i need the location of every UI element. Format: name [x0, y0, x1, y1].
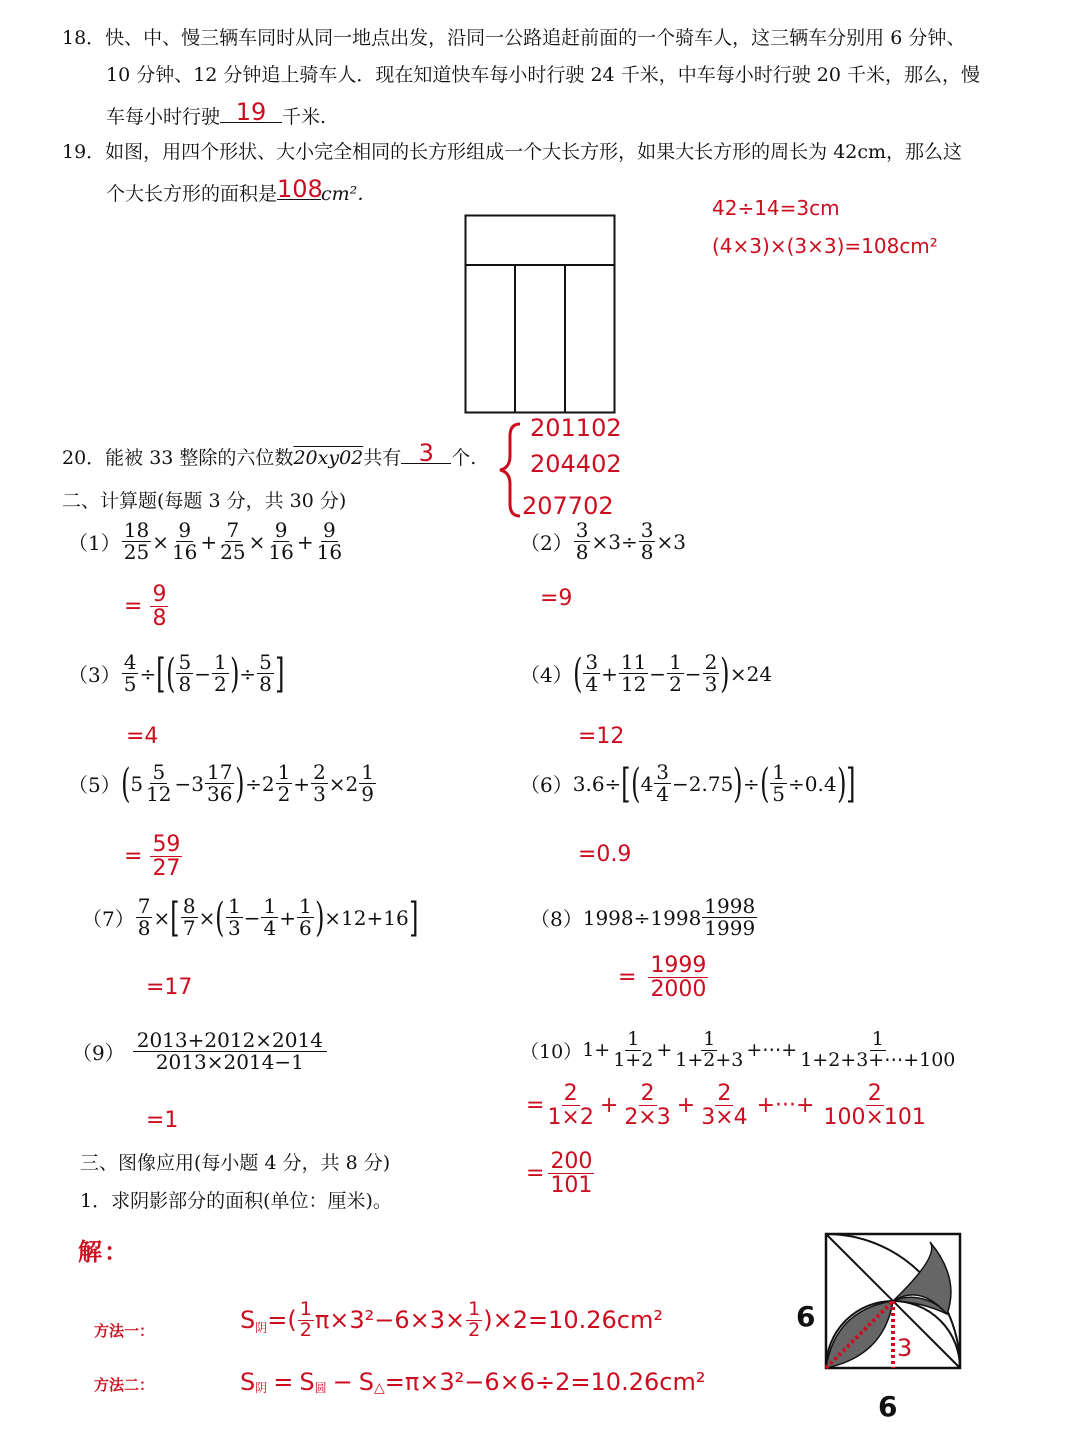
section2-title: 二、计算题(每题 3 分，共 30 分): [62, 490, 347, 512]
answer-10-numerator: 200: [550, 1149, 593, 1174]
q20-pre: 20．能被 33 整除的六位数: [62, 447, 294, 469]
figure-radius-label: 3: [897, 1334, 913, 1362]
problem-5: （5） ( 5 $\frac{5}{12}$ −3 $\frac{17}{36}$ ) ÷2 $\frac{1}{2}$ + $\frac{2}{3}$ ×2 $\frac{1}{9}$: [68, 760, 375, 807]
problem-3-label: （3）: [68, 663, 121, 687]
answer-2: =9: [540, 586, 573, 611]
answer-10-term-1: $\frac{2}{1\times 2}$: [547, 1081, 594, 1131]
q20-line: [62, 441, 476, 470]
answer-5-numerator: 59: [152, 832, 181, 857]
rectangle-figure: [464, 214, 618, 416]
q18-line3-pre: 车每小时行驶: [106, 106, 221, 128]
q18-line1: 18．快、中、慢三辆车同时从同一地点出发，沿同一公路追赶前面的一个骑车人，这三辆车分别用 6 分钟、: [62, 27, 966, 49]
problem-4-label: （4）: [520, 663, 573, 687]
problem-1-label: （1）: [68, 531, 121, 555]
shaded-area-figure: [800, 1228, 968, 1378]
problem-9: （9） $\frac{2013+2012\times 2014}{2013\times 2014-1}$: [72, 1030, 328, 1073]
q19-line2-post: cm²．: [321, 183, 377, 205]
solution-label: 解：: [78, 1238, 130, 1266]
answer-3: =4: [126, 724, 159, 749]
problem-6: （6） 3.6÷ [ ( 4 $\frac{3}{4}$ −2.75 ) ÷ ( $\frac{1}{5}$ ÷0.4 ) ]: [520, 760, 856, 807]
q19-work-2: (4×3)×(3×3)=108cm²: [712, 234, 938, 258]
q19-line2: [106, 177, 376, 206]
answer-10-term-4: $\frac{2}{100\times 101}$: [823, 1081, 926, 1131]
problem-2: （2） $\frac{3}{8}$ ×3÷ $\frac{3}{8}$ ×3: [520, 518, 686, 564]
answer-8-numerator: 1999: [650, 953, 707, 978]
q18-line2: 10 分钟、12 分钟追上骑车人．现在知道快车每小时行驶 24 千米，中车每小时行驶 20 千米，那么，慢: [106, 64, 980, 86]
problem-10-label: （10）: [520, 1040, 583, 1063]
answer-5-denominator: 27: [152, 856, 181, 882]
figure-side-label: 6: [796, 1300, 816, 1333]
q19-work-1: 42÷14=3cm: [712, 196, 840, 220]
q18-answer: 19: [235, 98, 267, 126]
q19-answer: 108: [277, 175, 323, 203]
q18-line3-post: 千米.: [282, 106, 327, 128]
q20-option-3: 207702: [522, 492, 614, 520]
q20-mid: 共有: [363, 447, 402, 469]
q18-answer-blank: [220, 98, 282, 126]
answer-8-denominator: 2000: [650, 977, 707, 1003]
q20-option-1: 201102: [530, 414, 622, 442]
answer-8: = $\frac{1999}{2000}$: [618, 953, 707, 1003]
answer-7: =17: [146, 975, 193, 1000]
problem-7: （7） $\frac{7}{8}$ × [ $\frac{8}{7}$ × ( $\frac{1}{3}$ − $\frac{1}{4}$ + $\frac{1}{6}$ ) ×12+16 ]: [82, 894, 419, 941]
q20-answer: 3: [418, 439, 434, 467]
q20-answer-blank: [401, 439, 451, 467]
problem-3: （3） $\frac{4}{5}$ ÷ [ ( $\frac{5}{8}$ − $\frac{1}{2}$ ) ÷ $\frac{5}{8}$ ]: [68, 650, 285, 697]
problem-7-label: （7）: [82, 907, 135, 931]
big-rectangle: [466, 216, 615, 413]
method2-formula: S 阴 = S 圆 − S △ =π×3²−6×6÷2=10.26cm²: [240, 1368, 706, 1396]
answer-10-final: = $\frac{200}{101}$: [526, 1149, 593, 1199]
problem-10: （10） 1+ $\frac{1}{1+2}$ + $\frac{1}{1+2+3}$ +⋯+ $\frac{1}{1+2+3+\cdots+100}$: [520, 1028, 956, 1071]
method2-label: 方法二：: [94, 1376, 155, 1394]
method1-formula: S 阴 =( $\frac{1}{2}$ π×3²−6×3× $\frac{1}{2}$ )×2=10.26cm²: [240, 1298, 664, 1341]
q20-number: 20xy02: [293, 447, 364, 469]
problem-4: （4） ( $\frac{3}{4}$ + $\frac{11}{12}$ − $\frac{1}{2}$ − $\frac{2}{3}$ ) ×24: [520, 650, 773, 697]
answer-10-term-2: $\frac{2}{2\times 3}$: [624, 1081, 671, 1131]
problem-9-label: （9）: [72, 1041, 125, 1065]
q20-post: 个.: [451, 447, 477, 469]
answer-10-denominator: 101: [550, 1173, 593, 1199]
answer-6: =0.9: [578, 842, 632, 867]
q20-option-2: 204402: [530, 450, 622, 478]
section3-title: 三、图像应用(每小题 4 分，共 8 分): [80, 1152, 391, 1174]
answer-1: = $\frac{9}{8}$: [124, 582, 167, 632]
section3-q1: 1．求阴影部分的面积(单位：厘米)。: [80, 1190, 392, 1212]
answer-4: =12: [578, 724, 625, 749]
method1-label: 方法一：: [94, 1322, 155, 1340]
answer-1-denominator: 8: [152, 606, 167, 632]
answer-9: =1: [146, 1108, 179, 1133]
method2-text: =π×3²−6×6÷2=10.26cm²: [384, 1368, 706, 1396]
q19-line2-pre: 个大长方形的面积是: [106, 183, 278, 205]
problem-8-label: （8）: [530, 907, 583, 931]
answer-10-term-3: $\frac{2}{3\times 4}$: [701, 1081, 748, 1131]
problem-1: （1） $\frac{18}{25}$ × $\frac{9}{16}$ + $\frac{7}{25}$ × $\frac{9}{16}$ + $\frac{9}{16}$: [68, 518, 343, 564]
q18-line3: [106, 100, 326, 129]
problem-2-label: （2）: [520, 531, 573, 555]
answer-10-steps: = $\frac{2}{1\times 2}$ + $\frac{2}{2\times 3}$ + $\frac{2}{3\times 4}$ +···+ $\frac{2}{100\times 101}$: [526, 1081, 926, 1131]
q19-line1: 19．如图，用四个形状、大小完全相同的长方形组成一个大长方形，如果大长方形的周长为 42cm，那么这: [62, 141, 963, 163]
problem-5-label: （5）: [68, 773, 121, 797]
q19-answer-blank: [277, 175, 323, 203]
answer-5: = $\frac{59}{27}$: [124, 832, 181, 882]
problem-8: （8） 1998÷1998 $\frac{1998}{1999}$: [530, 894, 756, 940]
problem-6-label: （6）: [520, 773, 573, 797]
answer-1-numerator: 9: [152, 582, 167, 607]
figure-bottom-label: 6: [878, 1390, 898, 1423]
